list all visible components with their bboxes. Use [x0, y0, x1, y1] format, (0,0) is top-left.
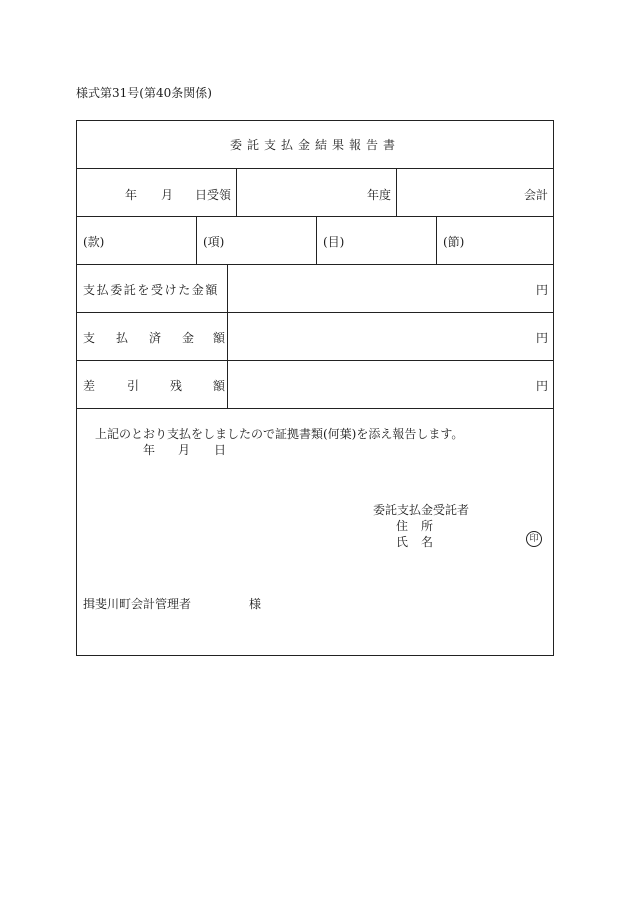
kou-cell [197, 217, 317, 264]
balance-unit: 円 [535, 379, 548, 393]
entrusted-amount-value-cell [228, 265, 553, 312]
form-number: 様式第31号(第40条関係) [76, 86, 212, 100]
setsu-label: (節) [443, 235, 465, 249]
balance-char: 差 [83, 379, 96, 393]
entrusted-amount-row [77, 265, 553, 313]
paid-amount-label-cell [77, 313, 228, 360]
paid-amount-char: 済 [149, 331, 162, 345]
balance-char: 残 [170, 379, 183, 393]
signer-name-label: 氏 [396, 535, 409, 549]
paid-amount-row [77, 313, 553, 361]
balance-label-cell [77, 361, 228, 408]
entrusted-amount-unit: 円 [535, 283, 548, 297]
signer-address-label: 住 [396, 519, 409, 533]
receipt-year-label: 年 [125, 188, 138, 202]
fiscal-year-label: 年度 [366, 188, 391, 202]
addressee-honorific: 様 [249, 597, 262, 611]
balance-char: 額 [213, 379, 226, 393]
paid-amount-char: 金 [182, 331, 195, 345]
signer-role: 委託支払金受託者 [373, 503, 470, 517]
paid-amount-char: 額 [213, 331, 226, 345]
statement-date-day: 日 [214, 443, 227, 457]
title-row [77, 121, 553, 169]
entrusted-amount-label-cell [77, 265, 228, 312]
balance-value-cell [228, 361, 553, 408]
seal-mark-icon: 印 [526, 531, 542, 547]
form-title: 委託支払金結果報告書 [229, 138, 400, 152]
moku-cell [317, 217, 437, 264]
balance-char: 引 [127, 379, 140, 393]
statement-date-year: 年 [143, 443, 156, 457]
statement-text: 上記のとおり支払をしましたので証拠書類(何葉)を添え報告します。 [95, 427, 464, 441]
paid-amount-char: 払 [116, 331, 129, 345]
account-cell [397, 169, 553, 216]
kan-label: (款) [83, 235, 105, 249]
report-form [76, 120, 554, 656]
paid-amount-char: 支 [83, 331, 96, 345]
kan-cell [77, 217, 197, 264]
setsu-cell [437, 217, 553, 264]
addressee-name: 揖斐川町会計管理者 [83, 597, 192, 611]
receipt-day-label: 日受領 [195, 188, 232, 202]
fiscal-year-cell [237, 169, 397, 216]
statement-date-month: 月 [178, 443, 191, 457]
receipt-date-cell [77, 169, 237, 216]
paid-amount-value-cell [228, 313, 553, 360]
signer-name-label: 名 [421, 535, 434, 549]
receipt-month-label: 月 [161, 188, 174, 202]
entrusted-amount-label: 支払委託を受けた金額 [83, 283, 220, 297]
receipt-row [77, 169, 553, 217]
budget-row [77, 217, 553, 265]
balance-row [77, 361, 553, 409]
account-label: 会計 [523, 188, 548, 202]
moku-label: (目) [323, 235, 345, 249]
signer-address-label: 所 [421, 519, 434, 533]
paid-amount-unit: 円 [535, 331, 548, 345]
kou-label: (項) [203, 235, 225, 249]
